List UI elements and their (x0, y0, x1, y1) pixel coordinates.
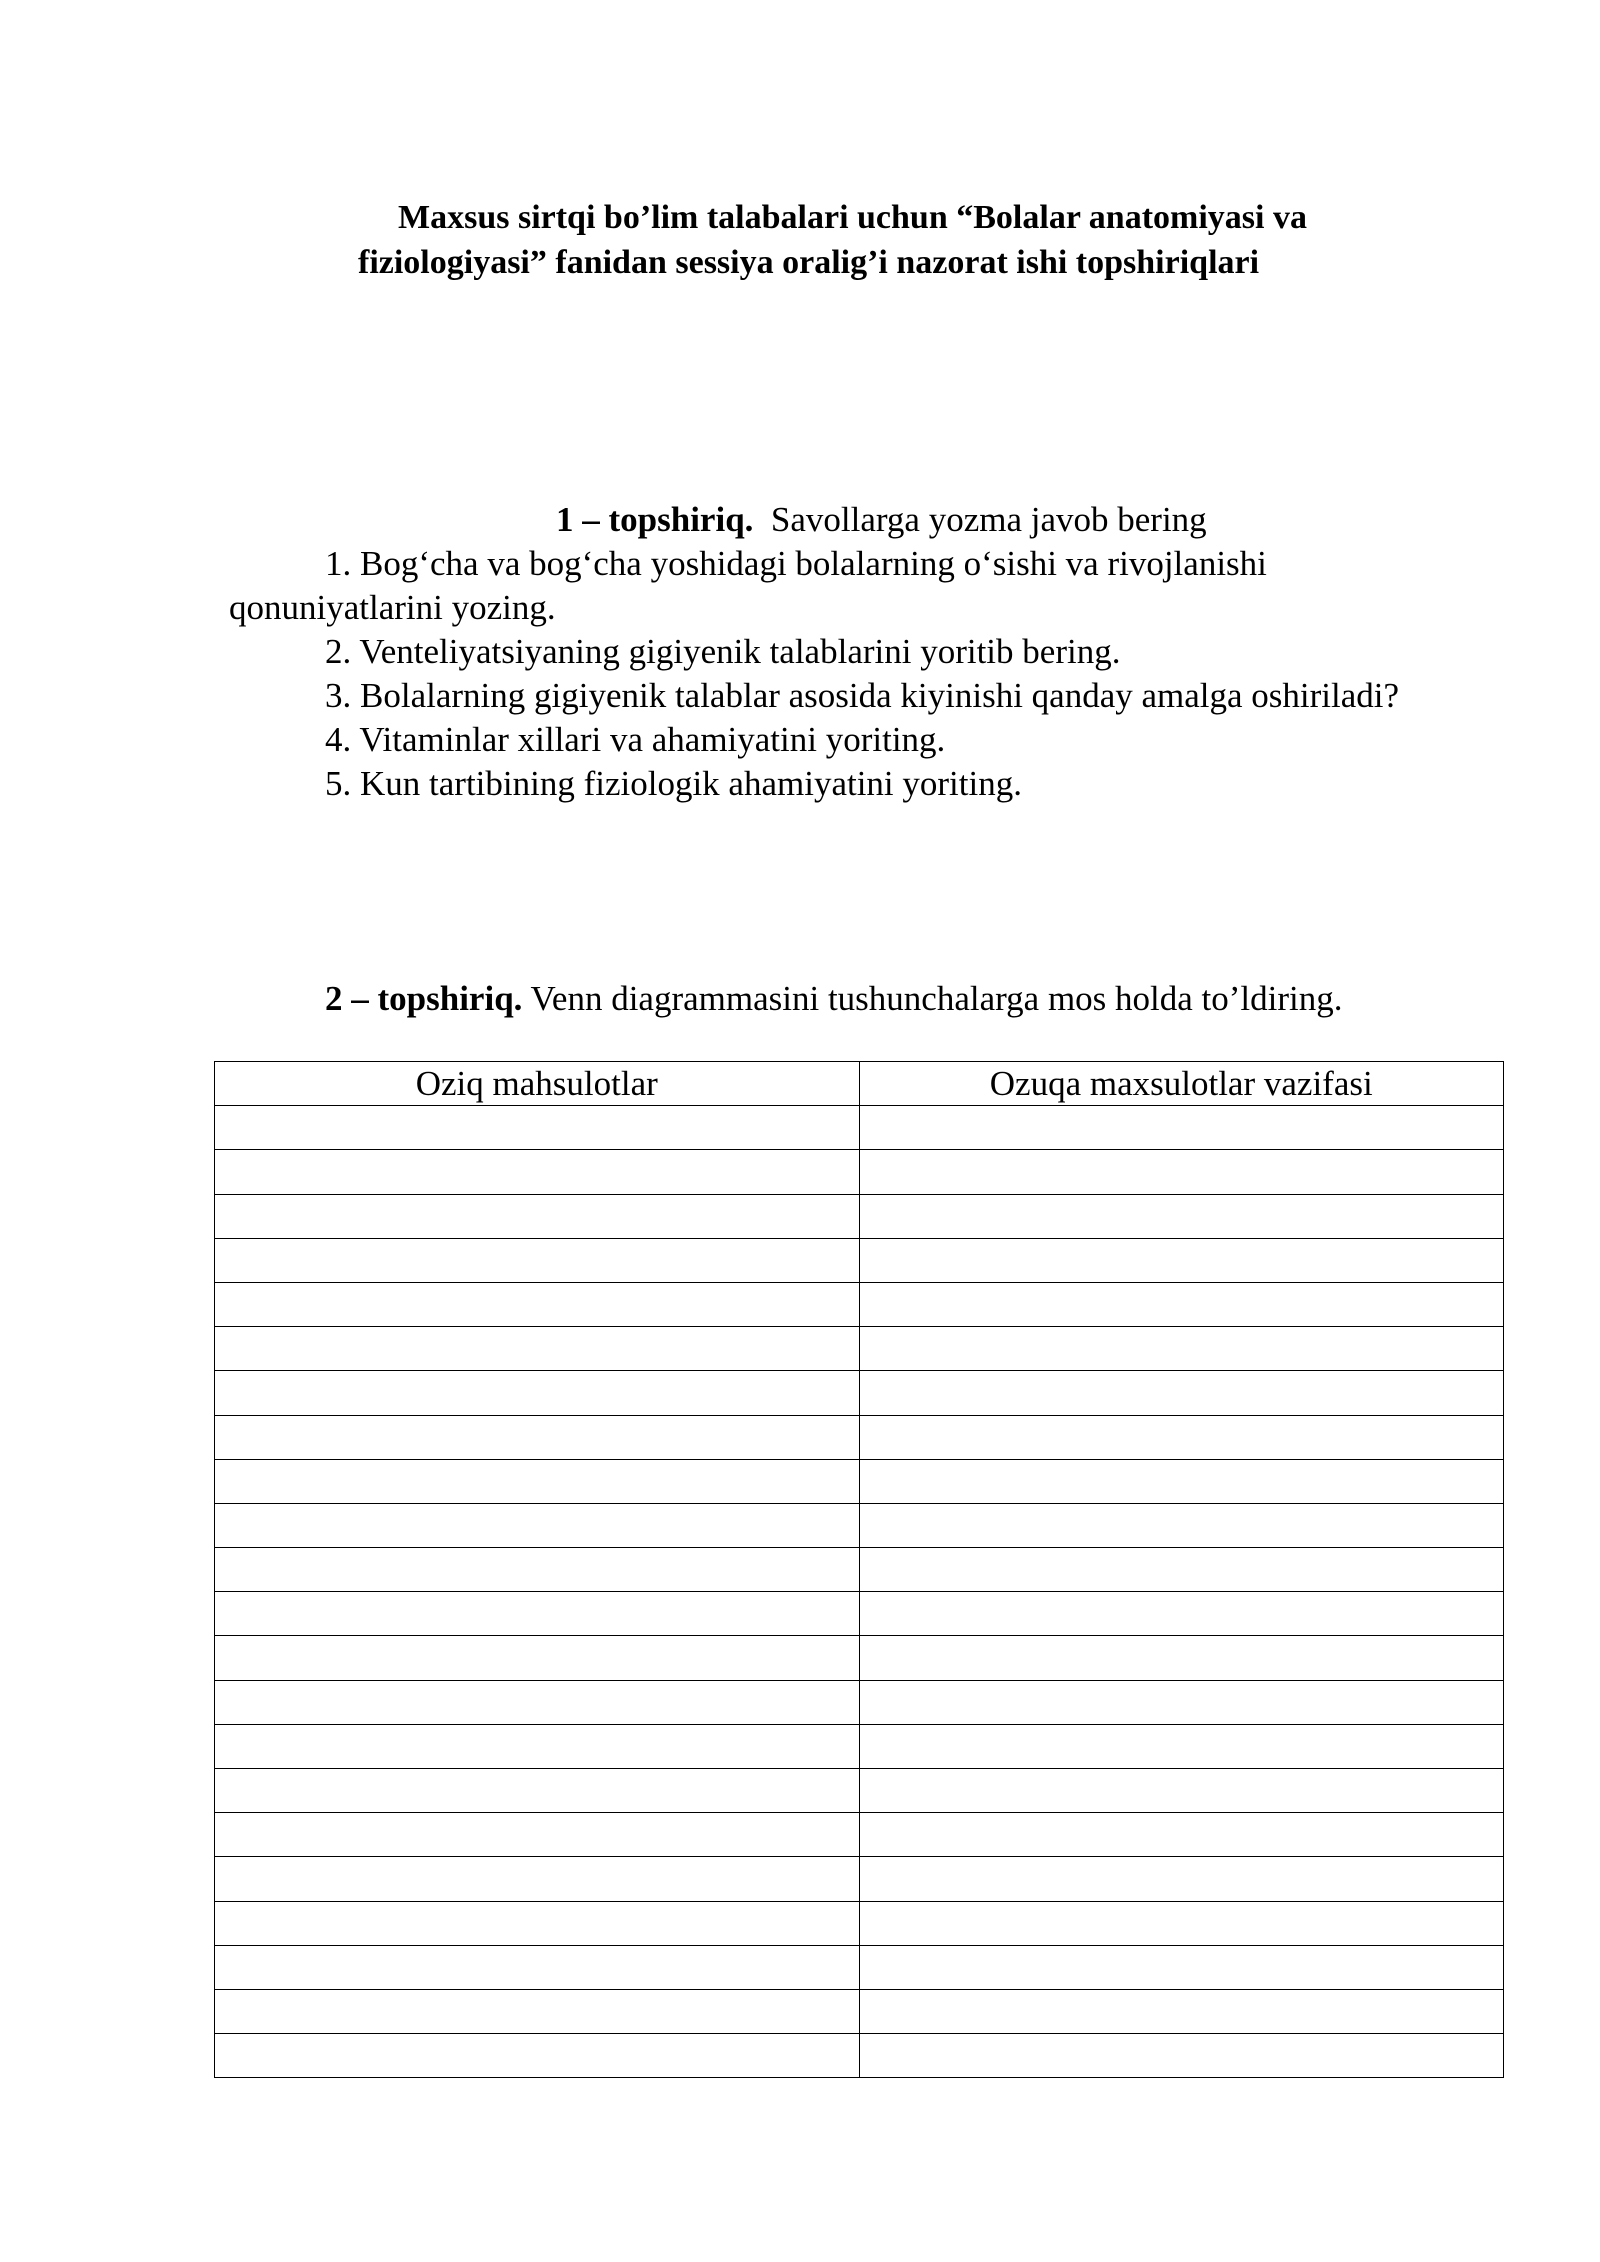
answer-cell-food-function[interactable] (859, 1901, 1504, 1945)
answer-cell-food-product[interactable] (215, 1857, 860, 1901)
answer-cell-food-product[interactable] (215, 1945, 860, 1989)
table-row (215, 1371, 1504, 1415)
answer-cell-food-product[interactable] (215, 1327, 860, 1371)
answer-cell-food-function[interactable] (859, 1106, 1504, 1150)
answer-cell-food-product[interactable] (215, 1238, 860, 1282)
answer-table (214, 1061, 1504, 2078)
answer-cell-food-function[interactable] (859, 1282, 1504, 1326)
table-row (215, 1857, 1504, 1901)
table-row (215, 1636, 1504, 1680)
table-row (215, 1194, 1504, 1238)
answer-cell-food-product[interactable] (215, 1150, 860, 1194)
answer-cell-food-function[interactable] (859, 1415, 1504, 1459)
task2-heading (325, 977, 1343, 1021)
answer-cell-food-product[interactable] (215, 1371, 860, 1415)
question-1-continuation: qonuniyatlarini yozing. (229, 588, 556, 627)
question-5: 5. Kun tartibining fiziologik ahamiyatini yoriting. (325, 764, 1022, 803)
table-row (215, 1769, 1504, 1813)
table-row (215, 1106, 1504, 1150)
answer-cell-food-function[interactable] (859, 1989, 1504, 2033)
title-line-2: fiziologiyasi” fanidan sessiya oralig’i nazorat ishi topshiriqlari (358, 244, 1260, 281)
answer-cell-food-product[interactable] (215, 1282, 860, 1326)
task1-heading (556, 498, 1207, 542)
answer-cell-food-product[interactable] (215, 1636, 860, 1680)
answer-cell-food-product[interactable] (215, 1901, 860, 1945)
answer-cell-food-function[interactable] (859, 1238, 1504, 1282)
task1-instruction: Savollarga yozma javob bering (770, 500, 1207, 539)
answer-cell-food-function[interactable] (859, 1592, 1504, 1636)
table-row (215, 1282, 1504, 1326)
title-line-1: Maxsus sirtqi bo’lim talabalari uchun “Bolalar anatomiyasi va (398, 199, 1307, 236)
answer-cell-food-function[interactable] (859, 1548, 1504, 1592)
table-row (215, 1680, 1504, 1724)
answer-cell-food-product[interactable] (215, 1548, 860, 1592)
table-row (215, 1415, 1504, 1459)
table-row (215, 1592, 1504, 1636)
answer-cell-food-product[interactable] (215, 1503, 860, 1547)
table-row (215, 1945, 1504, 1989)
answer-cell-food-function[interactable] (859, 1857, 1504, 1901)
answer-cell-food-product[interactable] (215, 1459, 860, 1503)
question-2: 2. Venteliyatsiyaning gigiyenik talablarini yoritib bering. (325, 632, 1121, 671)
answer-cell-food-function[interactable] (859, 1680, 1504, 1724)
table-row (215, 1238, 1504, 1282)
task2-label: 2 – topshiriq. (325, 979, 523, 1018)
task2-instruction: Venn diagrammasini tushunchalarga mos holda to’ldiring. (530, 979, 1343, 1018)
question-4: 4. Vitaminlar xillari va ahamiyatini yoriting. (325, 720, 946, 759)
column-header-food-products: Oziq mahsulotlar (215, 1062, 860, 1106)
table-row (215, 1459, 1504, 1503)
answer-cell-food-product[interactable] (215, 1769, 860, 1813)
answer-cell-food-function[interactable] (859, 1724, 1504, 1768)
answer-cell-food-product[interactable] (215, 1194, 860, 1238)
table-row (215, 1901, 1504, 1945)
question-1: 1. Bog‘cha va bog‘cha yoshidagi bolalarning o‘sishi va rivojlanishi (325, 544, 1267, 583)
column-header-food-function: Ozuqa maxsulotlar vazifasi (859, 1062, 1504, 1106)
table-body (215, 1106, 1504, 2078)
answer-cell-food-function[interactable] (859, 1813, 1504, 1857)
table-header-row (215, 1062, 1504, 1106)
answer-cell-food-function[interactable] (859, 2034, 1504, 2078)
table-row (215, 1150, 1504, 1194)
answer-cell-food-function[interactable] (859, 1769, 1504, 1813)
table-row (215, 1548, 1504, 1592)
answer-cell-food-function[interactable] (859, 1150, 1504, 1194)
answer-cell-food-product[interactable] (215, 2034, 860, 2078)
answer-cell-food-product[interactable] (215, 1106, 860, 1150)
answer-cell-food-product[interactable] (215, 1592, 860, 1636)
table-row (215, 2034, 1504, 2078)
answer-cell-food-function[interactable] (859, 1371, 1504, 1415)
question-3: 3. Bolalarning gigiyenik talablar asosida kiyinishi qanday amalga oshiriladi? (325, 676, 1400, 715)
answer-cell-food-function[interactable] (859, 1503, 1504, 1547)
answer-cell-food-product[interactable] (215, 1724, 860, 1768)
table-row (215, 1989, 1504, 2033)
answer-cell-food-function[interactable] (859, 1194, 1504, 1238)
answer-cell-food-product[interactable] (215, 1415, 860, 1459)
answer-cell-food-product[interactable] (215, 1680, 860, 1724)
table-row (215, 1724, 1504, 1768)
document-title (358, 195, 1458, 285)
table-row (215, 1503, 1504, 1547)
answer-cell-food-function[interactable] (859, 1945, 1504, 1989)
task1-label: 1 – topshiriq. (556, 500, 754, 539)
table-row (215, 1327, 1504, 1371)
answer-cell-food-function[interactable] (859, 1636, 1504, 1680)
answer-cell-food-product[interactable] (215, 1813, 860, 1857)
answer-cell-food-product[interactable] (215, 1989, 860, 2033)
answer-cell-food-function[interactable] (859, 1327, 1504, 1371)
answer-cell-food-function[interactable] (859, 1459, 1504, 1503)
table-row (215, 1813, 1504, 1857)
